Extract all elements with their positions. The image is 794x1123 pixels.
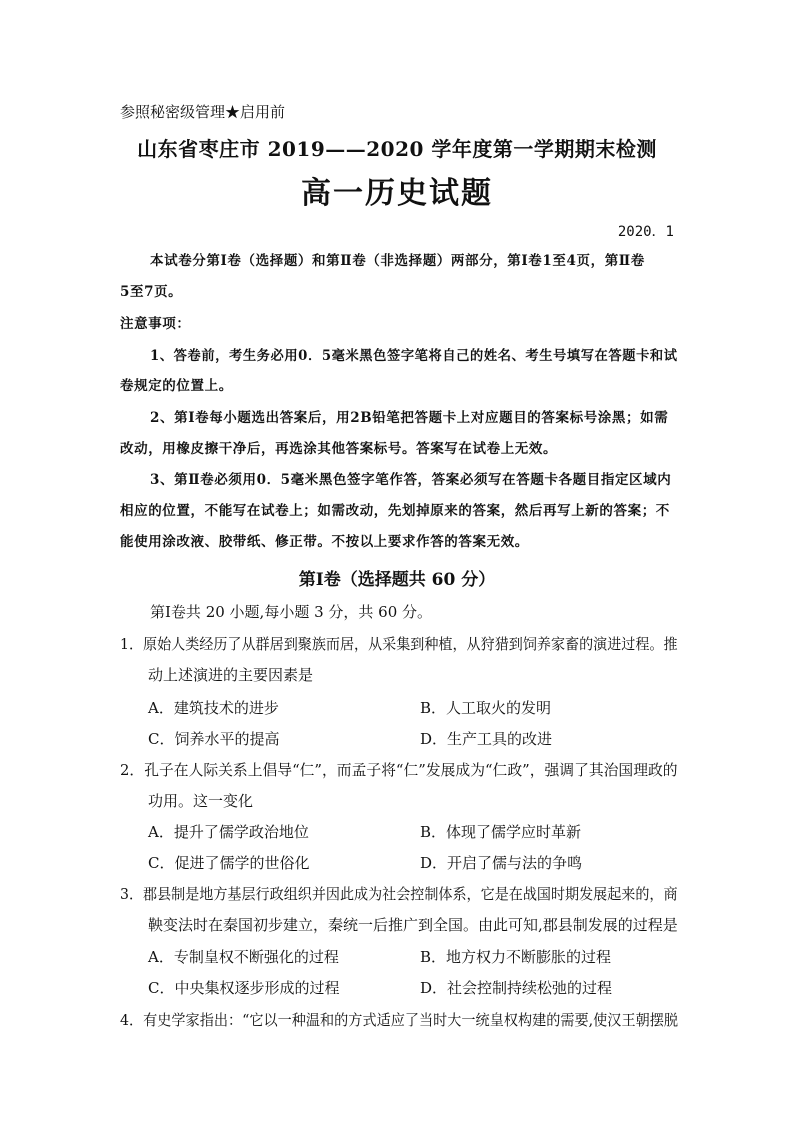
question-stem: 1．原始人类经历了从群居到聚族而居，从采集到种植，从狩猎到饲养家畜的演进过程。推 xyxy=(120,635,678,653)
note-line: 1、答卷前，考生务必用0．5毫米黑色签字笔将自己的姓名、考生号填写在答题卡和试 xyxy=(150,348,678,364)
option-c: C．促进了儒学的世俗化 xyxy=(148,854,310,872)
subject-title: 高一历史试题 xyxy=(301,176,493,211)
notes-heading: 注意事项： xyxy=(120,316,191,332)
option-c: C．中央集权逐步形成的过程 xyxy=(148,979,340,997)
option-a: A．建筑技术的进步 xyxy=(148,699,279,717)
question-stem: 动上述演进的主要因素是 xyxy=(148,666,314,684)
option-b: B．体现了儒学应时革新 xyxy=(420,823,582,841)
option-d: D．生产工具的改进 xyxy=(420,730,553,748)
option-a: A．专制皇权不断强化的过程 xyxy=(148,948,339,966)
question-stem: 4．有史学家指出：“它以一种温和的方式适应了当时大一统皇权构建的需要,使汉王朝摆脱 xyxy=(120,1011,679,1029)
question-stem: 3．郡县制是地方基层行政组织并因此成为社会控制体系，它是在战国时期发展起来的，商 xyxy=(120,885,678,903)
note-line: 改动，用橡皮擦干净后，再选涂其他答案标号。答案写在试卷上无效。 xyxy=(120,441,558,457)
note-line: 卷规定的位置上。 xyxy=(120,378,233,394)
option-c: C．饲养水平的提高 xyxy=(148,730,280,748)
secret-label: 参照秘密级管理★启用前 xyxy=(120,103,286,121)
option-b: B．地方权力不断膨胀的过程 xyxy=(420,948,612,966)
intro-line: 本试卷分第Ⅰ卷（选择题）和第Ⅱ卷（非选择题）两部分，第Ⅰ卷1至4页，第Ⅱ卷 xyxy=(150,253,645,269)
option-a: A．提升了儒学政治地位 xyxy=(148,823,309,841)
note-line: 相应的位置，不能写在试卷上；如需改动，先划掉原来的答案，然后再写上新的答案；不 xyxy=(120,503,670,519)
option-d: D．开启了儒与法的争鸣 xyxy=(420,854,583,872)
intro-line: 5至7页。 xyxy=(120,284,183,300)
question-stem: 鞅变法时在秦国初步建立，秦统一后推广到全国。由此可知,郡县制发展的过程是 xyxy=(148,916,678,934)
exam-title: 山东省枣庄市 2019——2020 学年度第一学期期末检测 xyxy=(137,137,657,161)
exam-date: 2020．1 xyxy=(617,224,674,240)
note-line: 2、第Ⅰ卷每小题选出答案后，用2B铅笔把答题卡上对应题目的答案标号涂黑；如需 xyxy=(150,410,669,426)
question-stem: 2．孔子在人际关系上倡导“仁”，而孟子将“仁”发展成为“仁政”，强调了其治国理政的 xyxy=(120,761,678,779)
section-subtitle: 第Ⅰ卷共 20 小题,每小题 3 分，共 60 分。 xyxy=(150,603,433,621)
question-stem: 功用。这一变化 xyxy=(148,792,254,810)
option-b: B．人工取火的发明 xyxy=(420,699,552,717)
note-line: 能使用涂改液、胶带纸、修正带。不按以上要求作答的答案无效。 xyxy=(120,534,529,550)
note-line: 3、第Ⅱ卷必须用0．5毫米黑色签字笔作答，答案必须写在答题卡各题目指定区域内 xyxy=(150,472,672,488)
section-title: 第Ⅰ卷（选择题共 60 分） xyxy=(298,570,496,590)
option-d: D．社会控制持续松弛的过程 xyxy=(420,979,613,997)
